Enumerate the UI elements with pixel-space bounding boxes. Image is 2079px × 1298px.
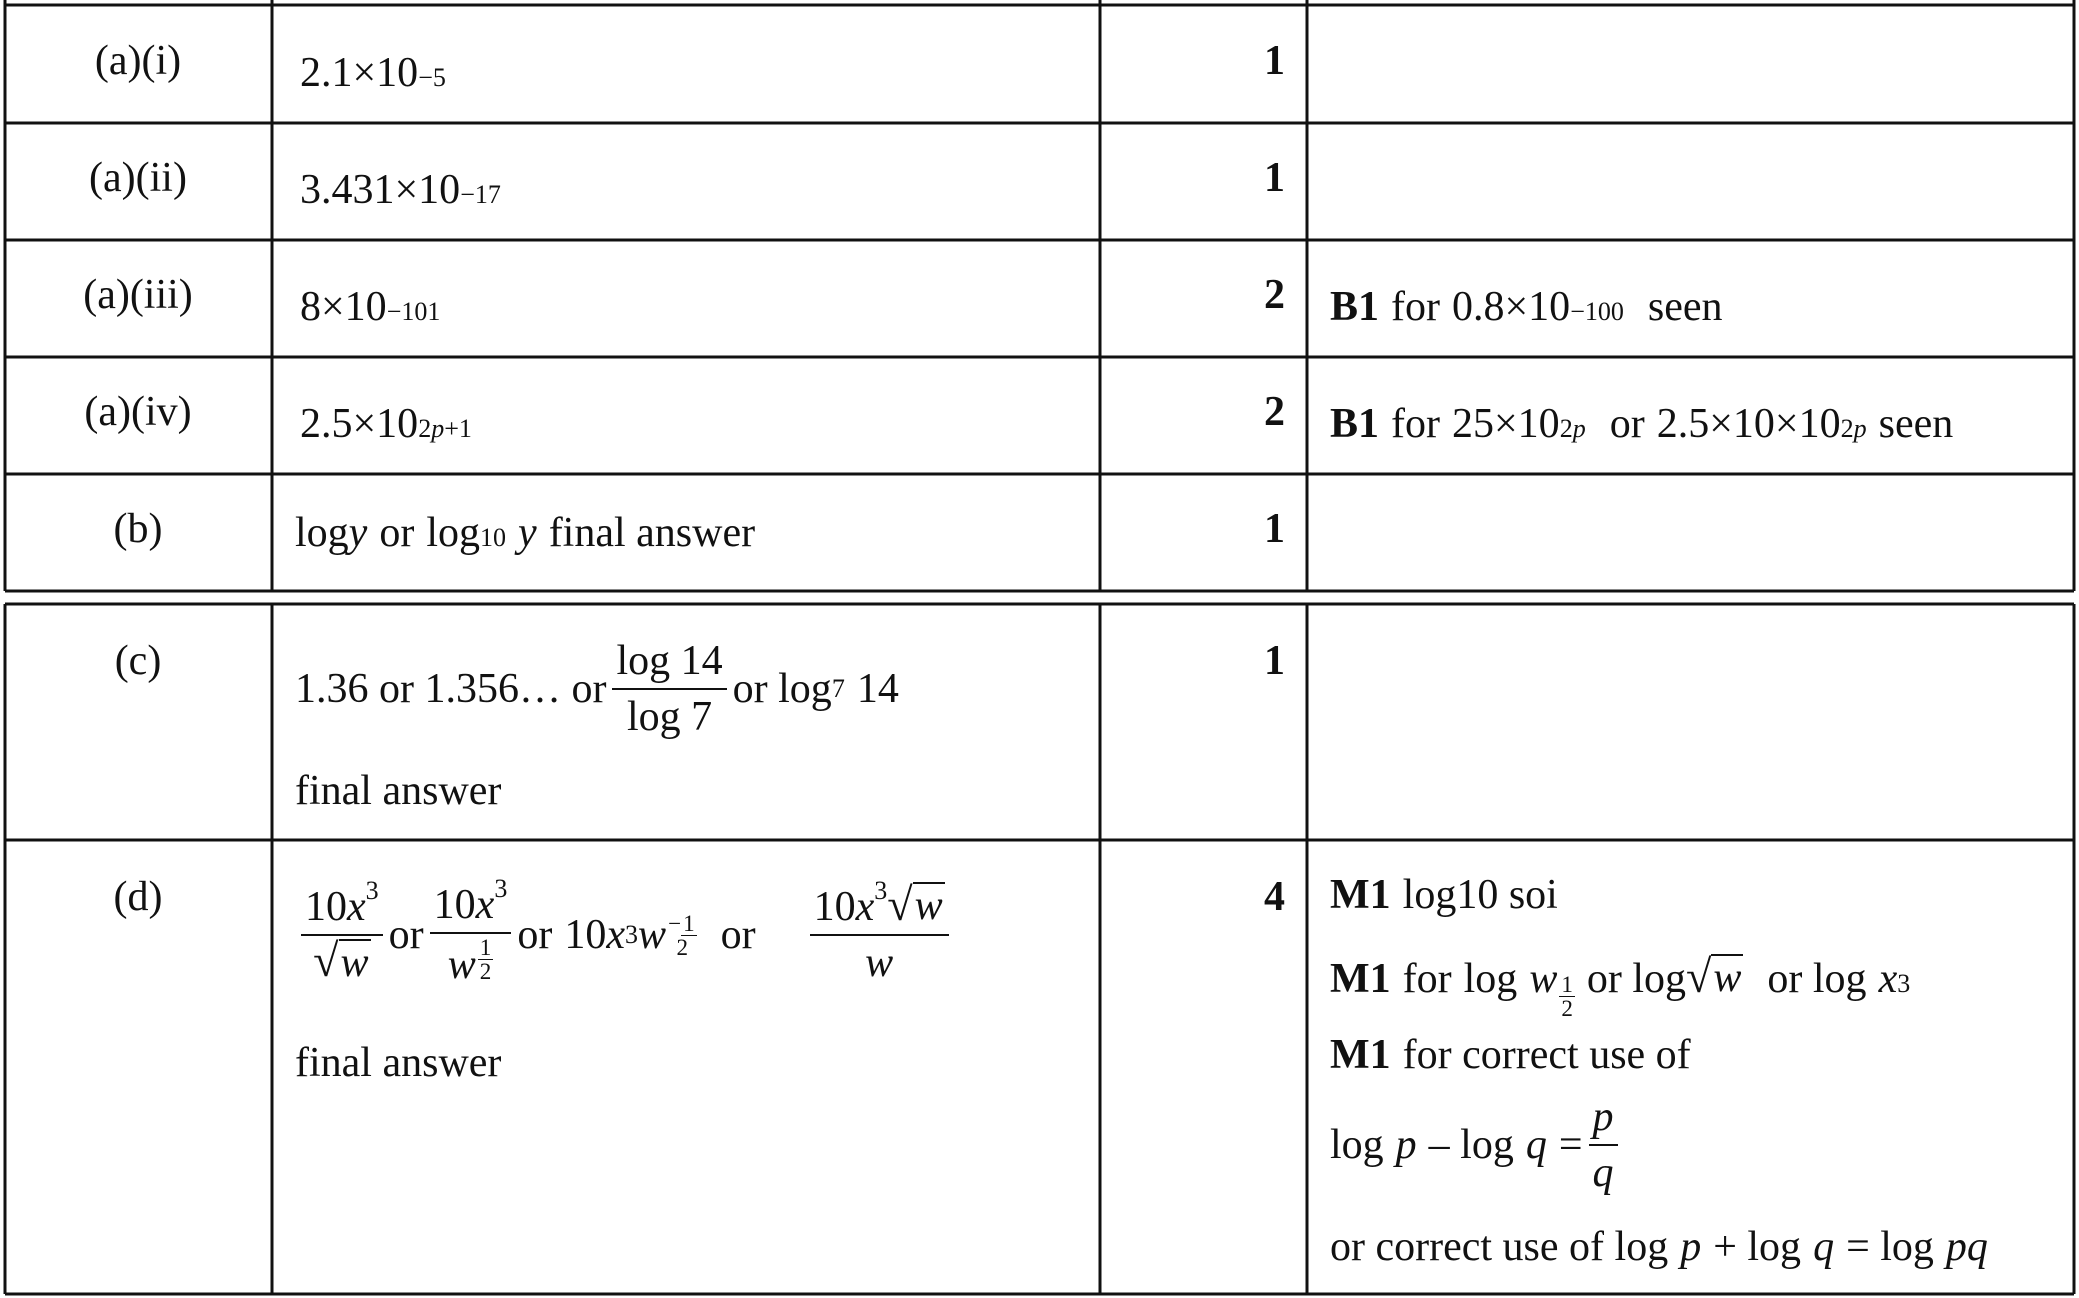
marks-value: 1 (1264, 155, 1285, 201)
marks-value: 1 (1264, 506, 1285, 552)
fraction: $10x^3$ √ w (301, 882, 383, 989)
part-label: (a)(iii) (83, 272, 193, 318)
fraction: $\frac{p}{q}$ (1589, 1092, 1618, 1199)
part-label: (a)(i) (94, 38, 182, 84)
marks-value: 1 (1264, 638, 1285, 684)
answer-cell: 2.1×10 −5 (300, 50, 446, 96)
sqrt-symbol: √ w (1686, 951, 1742, 1002)
guidance-line: M1 for correct use of (1330, 1032, 1691, 1078)
guidance-line: M1 for log w 1 2 or log √ w or log x 3 (1330, 951, 1911, 1022)
sqrt-symbol: √ w (313, 935, 369, 987)
answer-line-2: final answer (295, 1040, 502, 1086)
part-label: (a)(iv) (84, 389, 192, 435)
fraction: $10x^3$ √ w w (810, 882, 949, 989)
sqrt-symbol: √ w (887, 879, 943, 931)
guidance-line: or correct use of log p + log q = log pq (1330, 1224, 1988, 1270)
part-label: (b) (113, 506, 163, 552)
marks-value: 2 (1264, 389, 1285, 435)
answer-cell: 3.431×10 −17 (300, 167, 501, 213)
guidance-cell: B1 for 0.8×10 −100 seen (1330, 284, 1723, 330)
guidance-line: log p – log q = $\frac{p}{q}$ (1330, 1092, 1624, 1199)
marks-value: 1 (1264, 38, 1285, 84)
part-label: (a)(ii) (89, 155, 187, 201)
part-label: (d) (113, 874, 163, 920)
marks-value: 2 (1264, 272, 1285, 318)
answer-cell: log y or log 10 y final answer (295, 510, 756, 556)
guidance-line: M1 log10 soi (1330, 872, 1558, 918)
fraction: $\frac{\log 14}{\log 7}$ (612, 636, 726, 743)
answer-cell: 8×10 −101 (300, 284, 441, 330)
part-label: (c) (114, 638, 162, 684)
answer-cell: 1.36 or 1.356… or $\frac{\log 14}{\log 7}$ or log 7 14 (295, 636, 899, 743)
marks-value: 4 (1264, 874, 1285, 920)
answer-line-2: final answer (295, 768, 502, 814)
fraction: $10x^3$ w $\frac{1}{2}$ (430, 880, 512, 991)
answer-cell: $10x^3$ √ w or $10x^3$ w $\frac{1}{2}$ or 10 x 3 w − 1 2 or $10x^3$ √ w w (295, 880, 955, 991)
guidance-cell: B1 for 25×10 2p or 2.5×10×10 2p seen (1330, 401, 1954, 447)
answer-cell: 2.5×10 2p+1 (300, 401, 472, 447)
